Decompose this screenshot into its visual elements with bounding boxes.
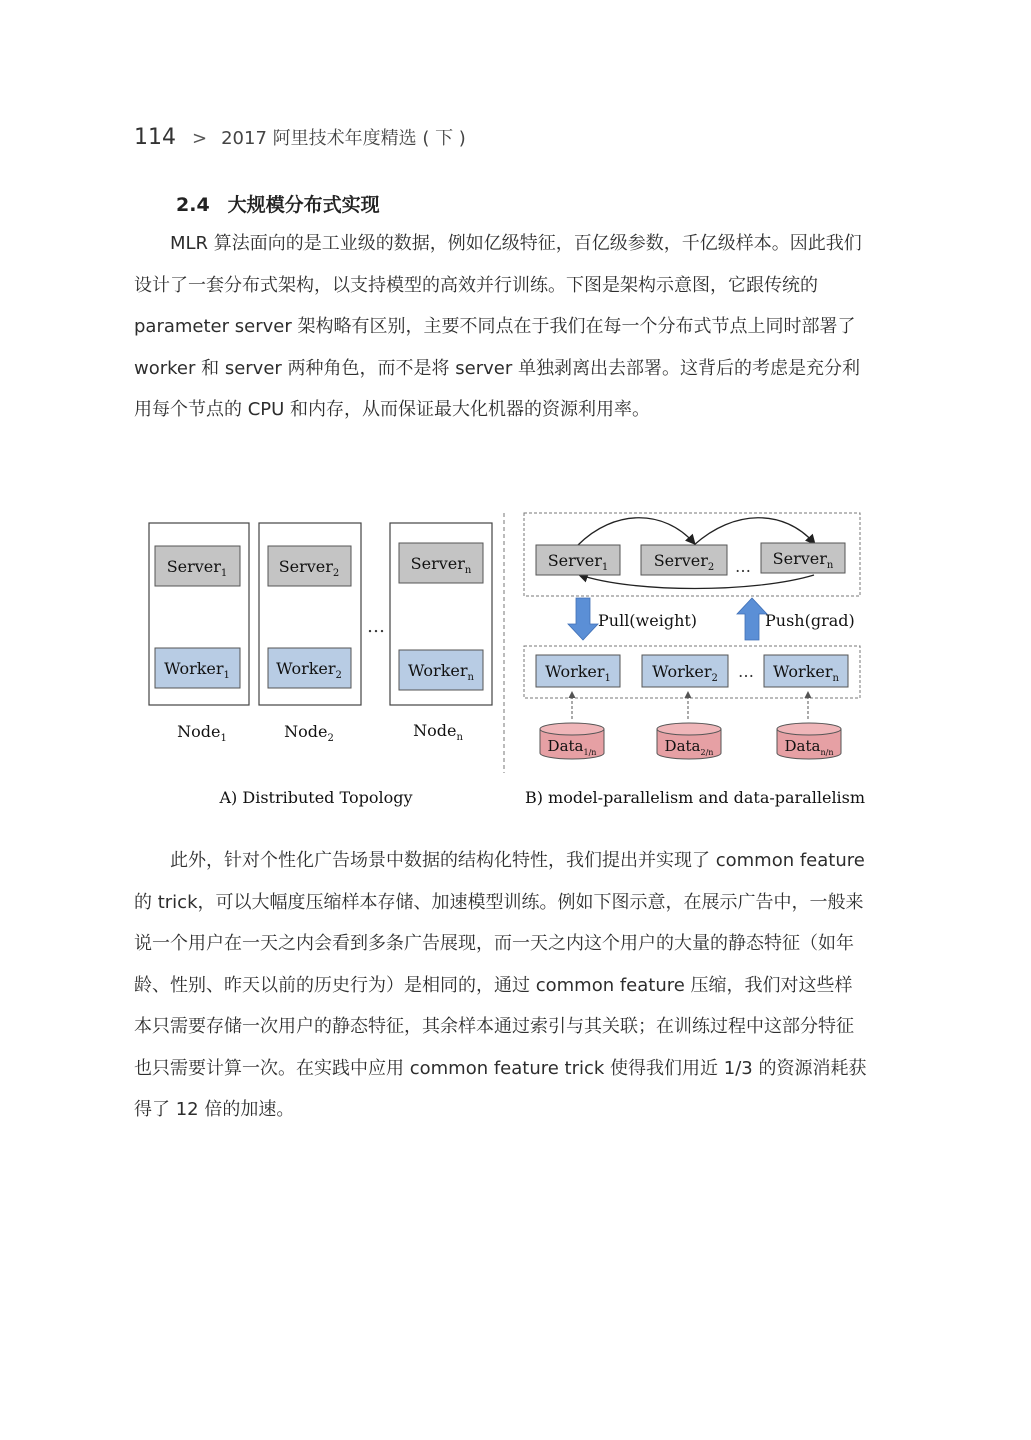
book-title: 2017 阿里技术年度精选 ( 下 ) [221,128,466,149]
body-paragraph-1 [134,223,868,431]
pull-arrow [568,598,598,640]
worker-box-a2 [268,648,351,688]
architecture-figure [134,505,874,820]
section-title: 大规模分布式实现 [227,194,380,216]
ellipsis-b-workers: … [738,662,754,681]
data-cylinder-n [777,723,841,759]
svg-text:Server2: Server$_2$ [653,551,715,573]
worker-box-b2 [642,655,728,687]
server-box-bn [761,543,845,573]
worker-box-bn [764,655,848,687]
svg-text:Server1: Server$_1$ [547,551,609,573]
paragraph-text: MLR 算法面向的是工业级的数据，例如亿级特征，百亿级参数，千亿级样本。因此我们设计了一套分布式架构，以支持模型的高效并行训练。下图是架构示意图，它跟传统的 parameter server 架构略有区别，主要不同点在于我们在每一个分布式节点上同时部署了 worker 和 server 两种角色，而不是将 server 单独剥离出去部署。这背后的考虑是充分利用每个节点的 CPU 和内存，从而保证最大化机器的资源利用率。 [134,233,862,420]
svg-text:Datan/n: Data$_{n/n}$ [784,737,834,757]
header-separator: > [192,128,208,149]
page-header [134,124,466,150]
server-box-b2 [641,545,727,575]
pull-label: Pull(weight) [598,611,698,630]
push-arrow [737,598,767,640]
body-paragraph-2 [134,840,868,1131]
svg-text:Worker2: Worker$_2$ [652,662,718,684]
server-box-b1 [536,545,620,575]
svg-text:Server1: Server$_1$ [166,557,228,579]
caption-a: A) Distributed Topology [219,788,413,807]
svg-text:Worker2: Worker$_2$ [276,659,342,681]
page-number: 114 [134,125,176,150]
worker-box-an [399,650,483,690]
section-number: 2.4 [176,194,210,216]
svg-text:Workern: Worker$_n$ [773,662,839,684]
node-label-1: Node$_1$ [177,722,227,744]
svg-text:Worker1: Worker$_1$ [545,662,611,684]
svg-text:Data1/n: Data$_{1/n}$ [547,737,597,757]
node-label-2: Node$_2$ [284,722,334,744]
caption-b: B) model-parallelism and data-parallelism [524,788,866,807]
server-link-arc-1 [578,518,694,545]
server-link-arc-2 [694,518,814,545]
server-box-a1 [155,546,240,586]
data-cylinder-1 [540,723,604,759]
paragraph-text: 此外，针对个性化广告场景中数据的结构化特性，我们提出并实现了 common feature 的 trick，可以大幅度压缩样本存储、加速模型训练。例如下图示意，在展示广告中，一般来说一个用户在一天之内会看到多条广告展现，而一天之内这个用户的大量的静态特征（如年龄、性别、昨天以前的历史行为）是相同的，通过 common feature 压缩，我们对这些样本只需要存储一次用户的静态特征，其余样本通过索引与其关联；在训练过程中这部分特征也只需要计算一次。在实践中应用 common feature trick 使得我们用近 1/3 的资源消耗获得了 12 倍的加速。 [134,850,867,1120]
svg-text:Servern: Server$_n$ [772,549,834,571]
node-label-n: Node$_n$ [413,721,463,743]
worker-box-a1 [155,648,240,688]
server-box-a2 [268,546,351,586]
push-label: Push(grad) [765,611,855,630]
svg-text:Workern: Worker$_n$ [408,661,474,683]
svg-text:Worker1: Worker$_1$ [164,659,230,681]
svg-text:Data2/n: Data$_{2/n}$ [664,737,714,757]
server-box-an [399,543,483,583]
server-link-arc-3 [580,575,814,589]
ellipsis-a: … [367,616,385,637]
ellipsis-b-servers: … [735,557,751,576]
data-cylinder-2 [657,723,721,759]
worker-box-b1 [536,655,620,687]
svg-text:Servern: Server$_n$ [410,554,472,576]
svg-text:Server2: Server$_2$ [278,557,340,579]
section-heading [176,190,380,217]
